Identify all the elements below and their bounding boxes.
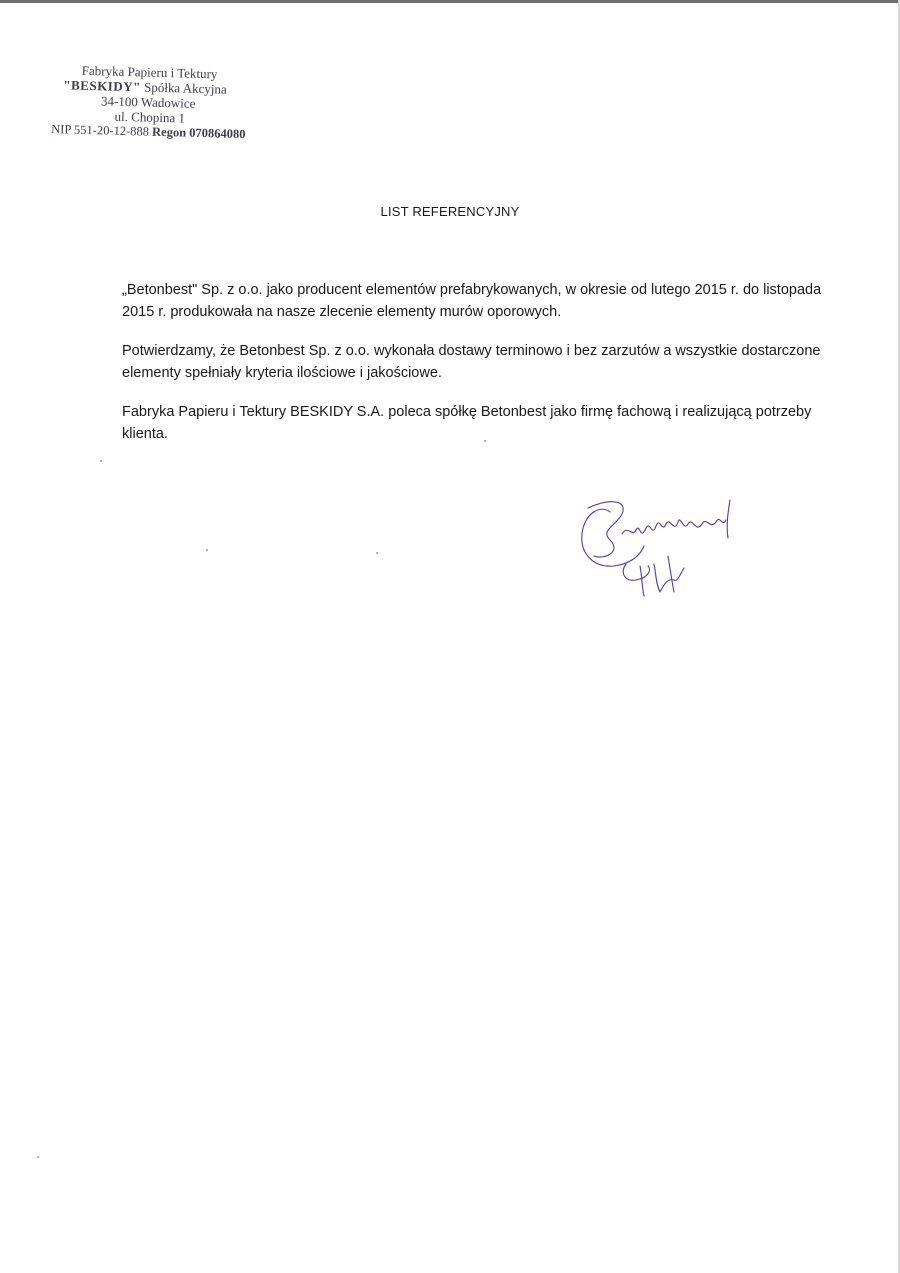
scan-top-edge xyxy=(0,0,900,3)
paragraph-1: „Betonbest" Sp. z o.o. jako producent elementów prefabrykowanych, w okresie od lutego 2015 r. do listopada 2015 r. produkowała na nasze zlecenie elementy murów oporowych. xyxy=(122,282,822,320)
scan-speck xyxy=(206,549,208,551)
scan-speck xyxy=(484,440,486,442)
stamp-company-name: Fabryka Papieru i Tektury xyxy=(81,62,218,82)
scan-speck xyxy=(376,552,378,554)
paragraph-3: Fabryka Papieru i Tektury BESKIDY S.A. poleca spółkę Betonbest jako firmę fachową i realizującą potrzeby klienta. xyxy=(122,404,812,442)
document-title: LIST REFERENCYJNY xyxy=(380,204,520,219)
paragraph-2: Potwierdzamy, że Betonbest Sp. z o.o. wykonała dostawy terminowo i bez zarzutów a wszystkie dostarczone elementy spełniały kryteria ilościowe i jakościowe. xyxy=(122,343,821,381)
stamp-regon: Regon 070864080 xyxy=(151,124,246,142)
letter-body xyxy=(122,279,822,462)
scan-speck xyxy=(37,1156,39,1158)
company-stamp xyxy=(48,62,270,143)
scan-speck xyxy=(100,460,102,462)
stamp-postal-city: 34-100 Wadowice xyxy=(100,93,196,111)
stamp-street: ul. Chopina 1 xyxy=(114,108,186,126)
stamp-legal-form: Spółka Akcyjna xyxy=(140,79,227,97)
handwritten-signature xyxy=(570,494,750,604)
stamp-brand: "BESKIDY" xyxy=(63,77,142,95)
stamp-nip: NIP 551-20-12-888 xyxy=(51,122,153,139)
